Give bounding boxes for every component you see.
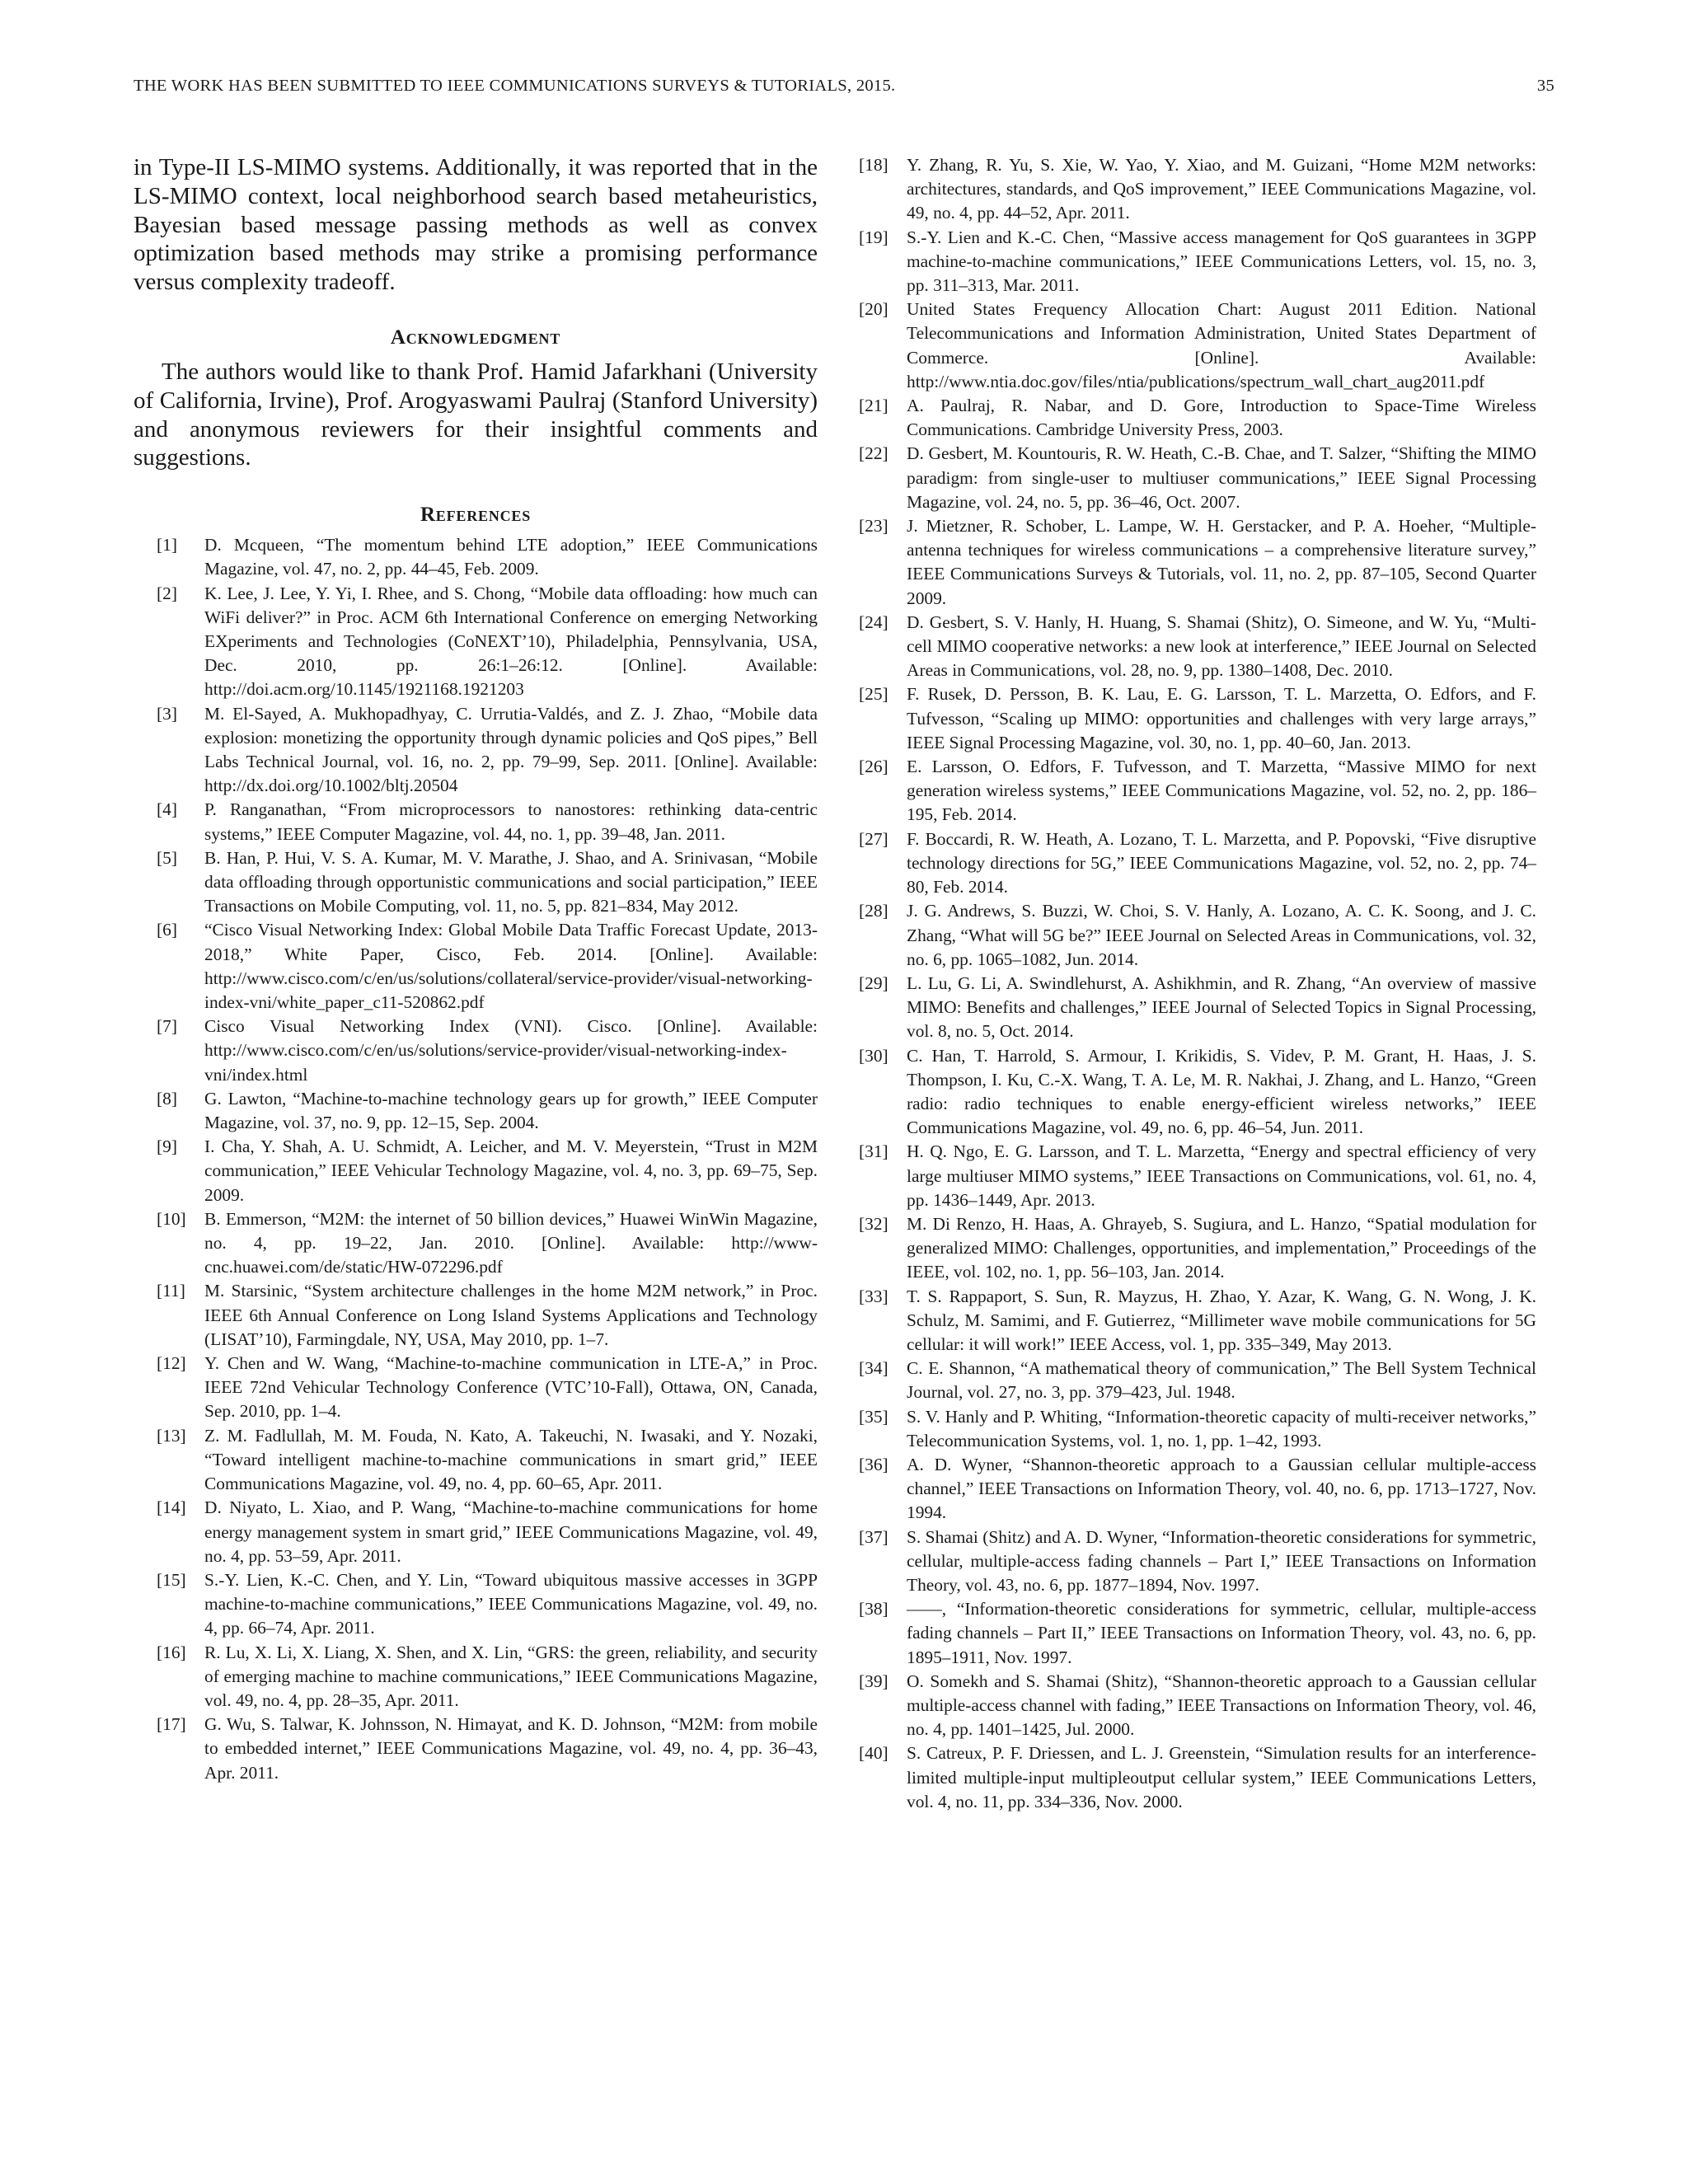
reference-entry: [859, 972, 1536, 1044]
reference-text: S. V. Hanly and P. Whiting, “Information-theoretic capacity of multi-receiver networks,” Telecommunication Systems, vol. 1, no. 1, pp. 1–42, 1993.: [907, 1406, 1536, 1451]
reference-entry: [859, 682, 1536, 755]
reference-number: [6]: [157, 920, 177, 940]
reference-entry: [859, 827, 1536, 900]
reference-text: J. G. Andrews, S. Buzzi, W. Choi, S. V. Hanly, A. Lozano, A. C. K. Soong, and J. C. Zhang, “What will 5G be?” IEEE Journal on Selected Areas in Communications, vol. 32, no. 6, pp. 1065–1082, Jun. 2014.: [907, 901, 1536, 969]
reference-text: D. Niyato, L. Xiao, and P. Wang, “Machine-to-machine communications for home energy management system in smart grid,” IEEE Communications Magazine, vol. 49, no. 4, pp. 53–59, Apr. 2011.: [204, 1497, 818, 1566]
reference-number: [3]: [157, 703, 177, 724]
reference-number: [18]: [859, 155, 889, 175]
reference-text: D. Gesbert, M. Kountouris, R. W. Heath, C.-B. Chae, and T. Salzer, “Shifting the MIMO paradigm: from single-user to multiuser communications,” IEEE Signal Processing Magazine, vol. 24, no. 5, pp. 36–46, Oct. 2007.: [907, 443, 1536, 512]
reference-number: [5]: [157, 847, 177, 868]
reference-text: T. S. Rappaport, S. Sun, R. Mayzus, H. Zhao, Y. Azar, K. Wang, G. N. Wong, J. K. Schulz, M. Samimi, and F. Gutierrez, “Millimeter wave mobile communications for 5G cellular: it will work!” IEEE Access, vol. 1, pp. 335–349, May 2013.: [907, 1286, 1536, 1354]
reference-number: [22]: [859, 443, 889, 464]
reference-text: A. Paulraj, R. Nabar, and D. Gore, Introduction to Space-Time Wireless Communications. Cambridge University Press, 2003.: [907, 396, 1536, 440]
reference-text: S.-Y. Lien, K.-C. Chen, and Y. Lin, “Toward ubiquitous massive accesses in 3GPP machine-to-machine communications,” IEEE Communications Magazine, vol. 49, no. 4, pp. 66–74, Apr. 2011.: [204, 1569, 818, 1638]
reference-entry: [859, 755, 1536, 827]
reference-text: C. E. Shannon, “A mathematical theory of communication,” The Bell System Technical Journal, vol. 27, no. 3, pp. 379–423, Jul. 1948.: [907, 1358, 1536, 1403]
reference-entry: [859, 1741, 1536, 1814]
reference-entry: [134, 1207, 818, 1280]
reference-entry: [134, 533, 818, 581]
reference-entry: [134, 918, 818, 1015]
reference-entry: [134, 846, 818, 919]
reference-entry: [859, 226, 1536, 298]
reference-number: [35]: [859, 1406, 889, 1427]
reference-entry: [134, 1015, 818, 1087]
reference-entry: [859, 1285, 1536, 1357]
reference-entry: [859, 1212, 1536, 1285]
reference-number: [20]: [859, 299, 889, 320]
reference-text: R. Lu, X. Li, X. Liang, X. Shen, and X. Lin, “GRS: the green, reliability, and security of emerging machine to machine communications,” IEEE Communications Magazine, vol. 49, no. 4, pp. 28–35, Apr. 2011.: [204, 1642, 818, 1710]
reference-entry: [859, 1453, 1536, 1526]
reference-text: United States Frequency Allocation Chart: August 2011 Edition. National Telecommunications and Information Administration, United States Department of Commerce. [Online]. Available: http://www.ntia.doc.gov/files/ntia/publications/spectrum_wall_chart_aug2011.pdf: [907, 299, 1536, 391]
left-column: [134, 153, 818, 1785]
reference-entry: [134, 1496, 818, 1568]
reference-text: I. Cha, Y. Shah, A. U. Schmidt, A. Leicher, and M. V. Meyerstein, “Trust in M2M communication,” IEEE Vehicular Technology Magazine, vol. 4, no. 3, pp. 69–75, Sep. 2009.: [204, 1137, 818, 1205]
reference-number: [40]: [859, 1743, 889, 1764]
reference-entry: [859, 1670, 1536, 1742]
acknowledgment-paragraph: The authors would like to thank Prof. Hamid Jafarkhani (University of California, Irvine), Prof. Arogyaswami Paulraj (Stanford University) and anonymous reviewers for their insightful comments and suggestions.: [134, 358, 818, 471]
reference-entry: [859, 899, 1536, 972]
reference-entry: [859, 1405, 1536, 1453]
reference-number: [33]: [859, 1286, 889, 1306]
reference-number: [16]: [157, 1642, 186, 1662]
reference-entry: [134, 1568, 818, 1641]
reference-text: K. Lee, J. Lee, Y. Yi, I. Rhee, and S. Chong, “Mobile data offloading: how much can WiFi deliver?” in Proc. ACM 6th International Conference on emerging Networking EXperiments and Technologies (CoNEXT’10), Philadelphia, Pennsylvania, USA, Dec. 2010, pp. 26:1–26:12. [Online]. Available: http://doi.acm.org/10.1145/1921168.1921203: [204, 583, 818, 700]
reference-entry: [859, 442, 1536, 514]
reference-text: Y. Chen and W. Wang, “Machine-to-machine communication in LTE-A,” in Proc. IEEE 72nd Vehicular Technology Conference (VTC’10-Fall), Ottawa, ON, Canada, Sep. 2010, pp. 1–4.: [204, 1353, 818, 1422]
running-header: [134, 77, 1554, 101]
reference-text: P. Ranganathan, “From microprocessors to nanostores: rethinking data-centric systems,” IEEE Computer Magazine, vol. 44, no. 1, pp. 39–48, Jan. 2011.: [204, 799, 818, 844]
reference-text: D. Gesbert, S. V. Hanly, H. Huang, S. Shamai (Shitz), O. Simeone, and W. Yu, “Multi-cell MIMO cooperative networks: a new look at interference,” IEEE Journal on Selected Areas in Communications, vol. 28, no. 9, pp. 1380–1408, Dec. 2010.: [907, 612, 1536, 681]
reference-entry: [859, 1044, 1536, 1141]
reference-text: F. Boccardi, R. W. Heath, A. Lozano, T. L. Marzetta, and P. Popovski, “Five disruptive technology directions for 5G,” IEEE Communications Magazine, vol. 52, no. 2, pp. 74–80, Feb. 2014.: [907, 828, 1536, 898]
reference-entry: [134, 1135, 818, 1207]
reference-entry: [134, 1713, 818, 1785]
reference-text: L. Lu, G. Li, A. Swindlehurst, A. Ashikhmin, and R. Zhang, “An overview of massive MIMO: Benefits and challenges,” IEEE Journal of Selected Topics in Signal Processing, vol. 8, no. 5, Oct. 2014.: [907, 972, 1536, 1042]
reference-entry: [134, 582, 818, 702]
reference-entry: [134, 1087, 818, 1135]
reference-entry: [859, 1526, 1536, 1598]
reference-text: S.-Y. Lien and K.-C. Chen, “Massive access management for QoS guarantees in 3GPP machine-to-machine communications,” IEEE Communications Letters, vol. 15, no. 3, pp. 311–313, Mar. 2011.: [907, 227, 1536, 296]
references-list-left: [134, 533, 818, 1785]
reference-number: [25]: [859, 684, 889, 705]
reference-number: [7]: [157, 1016, 177, 1037]
reference-number: [23]: [859, 516, 889, 537]
reference-entry: [859, 298, 1536, 394]
reference-number: [28]: [859, 901, 889, 921]
reference-number: [8]: [157, 1088, 177, 1108]
reference-text: D. Mcqueen, “The momentum behind LTE adoption,” IEEE Communications Magazine, vol. 47, no. 2, pp. 44–45, Feb. 2009.: [204, 535, 818, 579]
reference-number: [38]: [859, 1599, 889, 1619]
reference-number: [29]: [859, 972, 889, 993]
acknowledgment-heading: Acknowledgment: [390, 326, 561, 349]
reference-entry: [134, 1641, 818, 1713]
reference-entry: [134, 1424, 818, 1497]
reference-number: [30]: [859, 1045, 889, 1066]
reference-text: Cisco Visual Networking Index (VNI). Cisco. [Online]. Available: http://www.cisco.com/c/en/us/solutions/service-provider/visual-networking-index-vni/index.html: [204, 1016, 818, 1085]
references-heading: References: [420, 504, 532, 527]
reference-number: [1]: [157, 535, 177, 555]
reference-text: S. Shamai (Shitz) and A. D. Wyner, “Information-theoretic considerations for symmetric, cellular, multiple-access fading channels – Part I,” IEEE Transactions on Information Theory, vol. 43, no. 6, pp. 1877–1894, Nov. 1997.: [907, 1526, 1536, 1595]
reference-entry: [859, 1597, 1536, 1670]
reference-text: Z. M. Fadlullah, M. M. Fouda, N. Kato, A. Takeuchi, N. Iwasaki, and Y. Nozaki, “Toward intelligent machine-to-machine communications in smart grid,” IEEE Communications Magazine, vol. 49, no. 4, pp. 60–65, Apr. 2011.: [204, 1425, 818, 1494]
reference-number: [14]: [157, 1497, 186, 1518]
reference-number: [27]: [859, 828, 889, 849]
reference-number: [11]: [157, 1281, 185, 1301]
reference-number: [10]: [157, 1208, 186, 1229]
reference-text: S. Catreux, P. F. Driessen, and L. J. Greenstein, “Simulation results for an interference-limited multiple-input multipleoutput cellular system,” IEEE Communications Letters, vol. 4, no. 11, pp. 334–336, Nov. 2000.: [907, 1743, 1536, 1811]
reference-number: [24]: [859, 612, 889, 632]
reference-text: B. Emmerson, “M2M: the internet of 50 billion devices,” Huawei WinWin Magazine, no. 4, pp. 19–22, Jan. 2010. [Online]. Available: http://www-cnc.huawei.com/de/static/HW-072296.pdf: [204, 1208, 818, 1277]
reference-text: A. D. Wyner, “Shannon-theoretic approach to a Gaussian cellular multiple-access channel,” IEEE Transactions on Information Theory, vol. 40, no. 6, pp. 1713–1727, Nov. 1994.: [907, 1454, 1536, 1523]
page-number: 35: [1536, 77, 1554, 95]
reference-text: M. El-Sayed, A. Mukhopadhyay, C. Urrutia-Valdés, and Z. J. Zhao, “Mobile data explosion: monetizing the opportunity through dynamic policies and QoS pipes,” Bell Labs Technical Journal, vol. 16, no. 2, pp. 79–99, Sep. 2011. [Online]. Available: http://dx.doi.org/10.1002/bltj.20504: [204, 703, 818, 796]
reference-number: [12]: [157, 1353, 186, 1374]
reference-text: G. Lawton, “Machine-to-machine technology gears up for growth,” IEEE Computer Magazine, vol. 37, no. 9, pp. 12–15, Sep. 2004.: [204, 1088, 818, 1133]
running-title: THE WORK HAS BEEN SUBMITTED TO IEEE COMMUNICATIONS SURVEYS & TUTORIALS, 2015.: [134, 77, 896, 95]
reference-text: C. Han, T. Harrold, S. Armour, I. Krikidis, S. Videv, P. M. Grant, H. Haas, J. S. Thompson, I. Ku, C.-X. Wang, T. A. Le, M. R. Nakhai, J. Zhang, and L. Hanzo, “Green radio: radio techniques to enable energy-efficient wireless networks,” IEEE Communications Magazine, vol. 49, no. 6, pp. 46–54, Jun. 2011.: [907, 1045, 1536, 1138]
reference-number: [17]: [157, 1714, 186, 1735]
reference-number: [9]: [157, 1137, 177, 1157]
reference-number: [13]: [157, 1425, 186, 1446]
reference-entry: [859, 1140, 1536, 1212]
reference-number: [19]: [859, 227, 889, 247]
reference-text: H. Q. Ngo, E. G. Larsson, and T. L. Marzetta, “Energy and spectral efficiency of very large multiuser MIMO systems,” IEEE Transactions on Communications, vol. 61, no. 4, pp. 1436–1449, Apr. 2013.: [907, 1141, 1536, 1210]
reference-entry: [134, 1352, 818, 1424]
reference-entry: [859, 153, 1536, 226]
reference-entry: [134, 702, 818, 799]
reference-text: F. Rusek, D. Persson, B. K. Lau, E. G. Larsson, T. L. Marzetta, O. Edfors, and F. Tufvesson, “Scaling up MIMO: opportunities and challenges with very large arrays,” IEEE Signal Processing Magazine, vol. 30, no. 1, pp. 40–60, Jan. 2013.: [907, 684, 1536, 752]
reference-text: Y. Zhang, R. Yu, S. Xie, W. Yao, Y. Xiao, and M. Guizani, “Home M2M networks: architectures, standards, and QoS improvement,” IEEE Communications Magazine, vol. 49, no. 4, pp. 44–52, Apr. 2011.: [907, 155, 1536, 223]
reference-number: [36]: [859, 1454, 889, 1474]
reference-number: [37]: [859, 1526, 889, 1547]
reference-entry: [134, 1279, 818, 1352]
reference-number: [34]: [859, 1358, 889, 1379]
reference-number: [32]: [859, 1213, 889, 1234]
reference-number: [4]: [157, 799, 177, 820]
reference-entry: [859, 1357, 1536, 1404]
right-column: [859, 153, 1536, 1814]
reference-entry: [859, 611, 1536, 683]
reference-number: [15]: [157, 1569, 186, 1590]
reference-number: [31]: [859, 1141, 889, 1162]
reference-text: E. Larsson, O. Edfors, F. Tufvesson, and T. Marzetta, “Massive MIMO for next generation wireless systems,” IEEE Communications Magazine, vol. 52, no. 2, pp. 186–195, Feb. 2014.: [907, 757, 1536, 825]
reference-text: J. Mietzner, R. Schober, L. Lampe, W. H. Gerstacker, and P. A. Hoeher, “Multiple-antenna techniques for wireless communications – a comprehensive literature survey,” IEEE Communications Surveys & Tutorials, vol. 11, no. 2, pp. 87–105, Second Quarter 2009.: [907, 516, 1536, 608]
conclusion-paragraph: in Type-II LS-MIMO systems. Additionally, it was reported that in the LS-MIMO context, local neighborhood search based metaheuristics, Bayesian based message passing methods as well as convex optimization based methods may strike a promising performance versus complexity tradeoff.: [134, 154, 818, 296]
reference-entry: [859, 514, 1536, 611]
reference-entry: [859, 394, 1536, 442]
reference-text: G. Wu, S. Talwar, K. Johnsson, N. Himayat, and K. D. Johnson, “M2M: from mobile to embedded internet,” IEEE Communications Magazine, vol. 49, no. 4, pp. 36–43, Apr. 2011.: [204, 1714, 818, 1783]
reference-text: O. Somekh and S. Shamai (Shitz), “Shannon-theoretic approach to a Gaussian cellular multiple-access channel with fading,” IEEE Transactions on Information Theory, vol. 46, no. 4, pp. 1401–1425, Jul. 2000.: [907, 1671, 1536, 1740]
reference-text: “Cisco Visual Networking Index: Global Mobile Data Traffic Forecast Update, 2013-2018,” White Paper, Cisco, Feb. 2014. [Online]. Available: http://www.cisco.com/c/en/us/solutions/collateral/service-provider/visual-networking-index-vni/white_paper_c11-520862.pdf: [204, 920, 818, 1013]
reference-number: [39]: [859, 1671, 889, 1691]
reference-text: ——, “Information-theoretic considerations for symmetric, cellular, multiple-access fading channels – Part II,” IEEE Transactions on Information Theory, vol. 43, no. 6, pp. 1895–1911, Nov. 1997.: [907, 1599, 1536, 1667]
reference-number: [21]: [859, 396, 889, 416]
reference-number: [2]: [157, 583, 177, 603]
reference-text: M. Di Renzo, H. Haas, A. Ghrayeb, S. Sugiura, and L. Hanzo, “Spatial modulation for generalized MIMO: Challenges, opportunities, and implementation,” Proceedings of the IEEE, vol. 102, no. 1, pp. 56–103, Jan. 2014.: [907, 1213, 1536, 1282]
reference-number: [26]: [859, 757, 889, 777]
references-list-right: [859, 153, 1536, 1814]
reference-text: M. Starsinic, “System architecture challenges in the home M2M network,” in Proc. IEEE 6th Annual Conference on Long Island Systems Applications and Technology (LISAT’10), Farmingdale, NY, USA, May 2010, pp. 1–7.: [204, 1281, 818, 1349]
reference-text: B. Han, P. Hui, V. S. A. Kumar, M. V. Marathe, J. Shao, and A. Srinivasan, “Mobile data offloading through opportunistic communications and social participation,” IEEE Transactions on Mobile Computing, vol. 11, no. 5, pp. 821–834, May 2012.: [204, 847, 818, 916]
reference-entry: [134, 798, 818, 846]
